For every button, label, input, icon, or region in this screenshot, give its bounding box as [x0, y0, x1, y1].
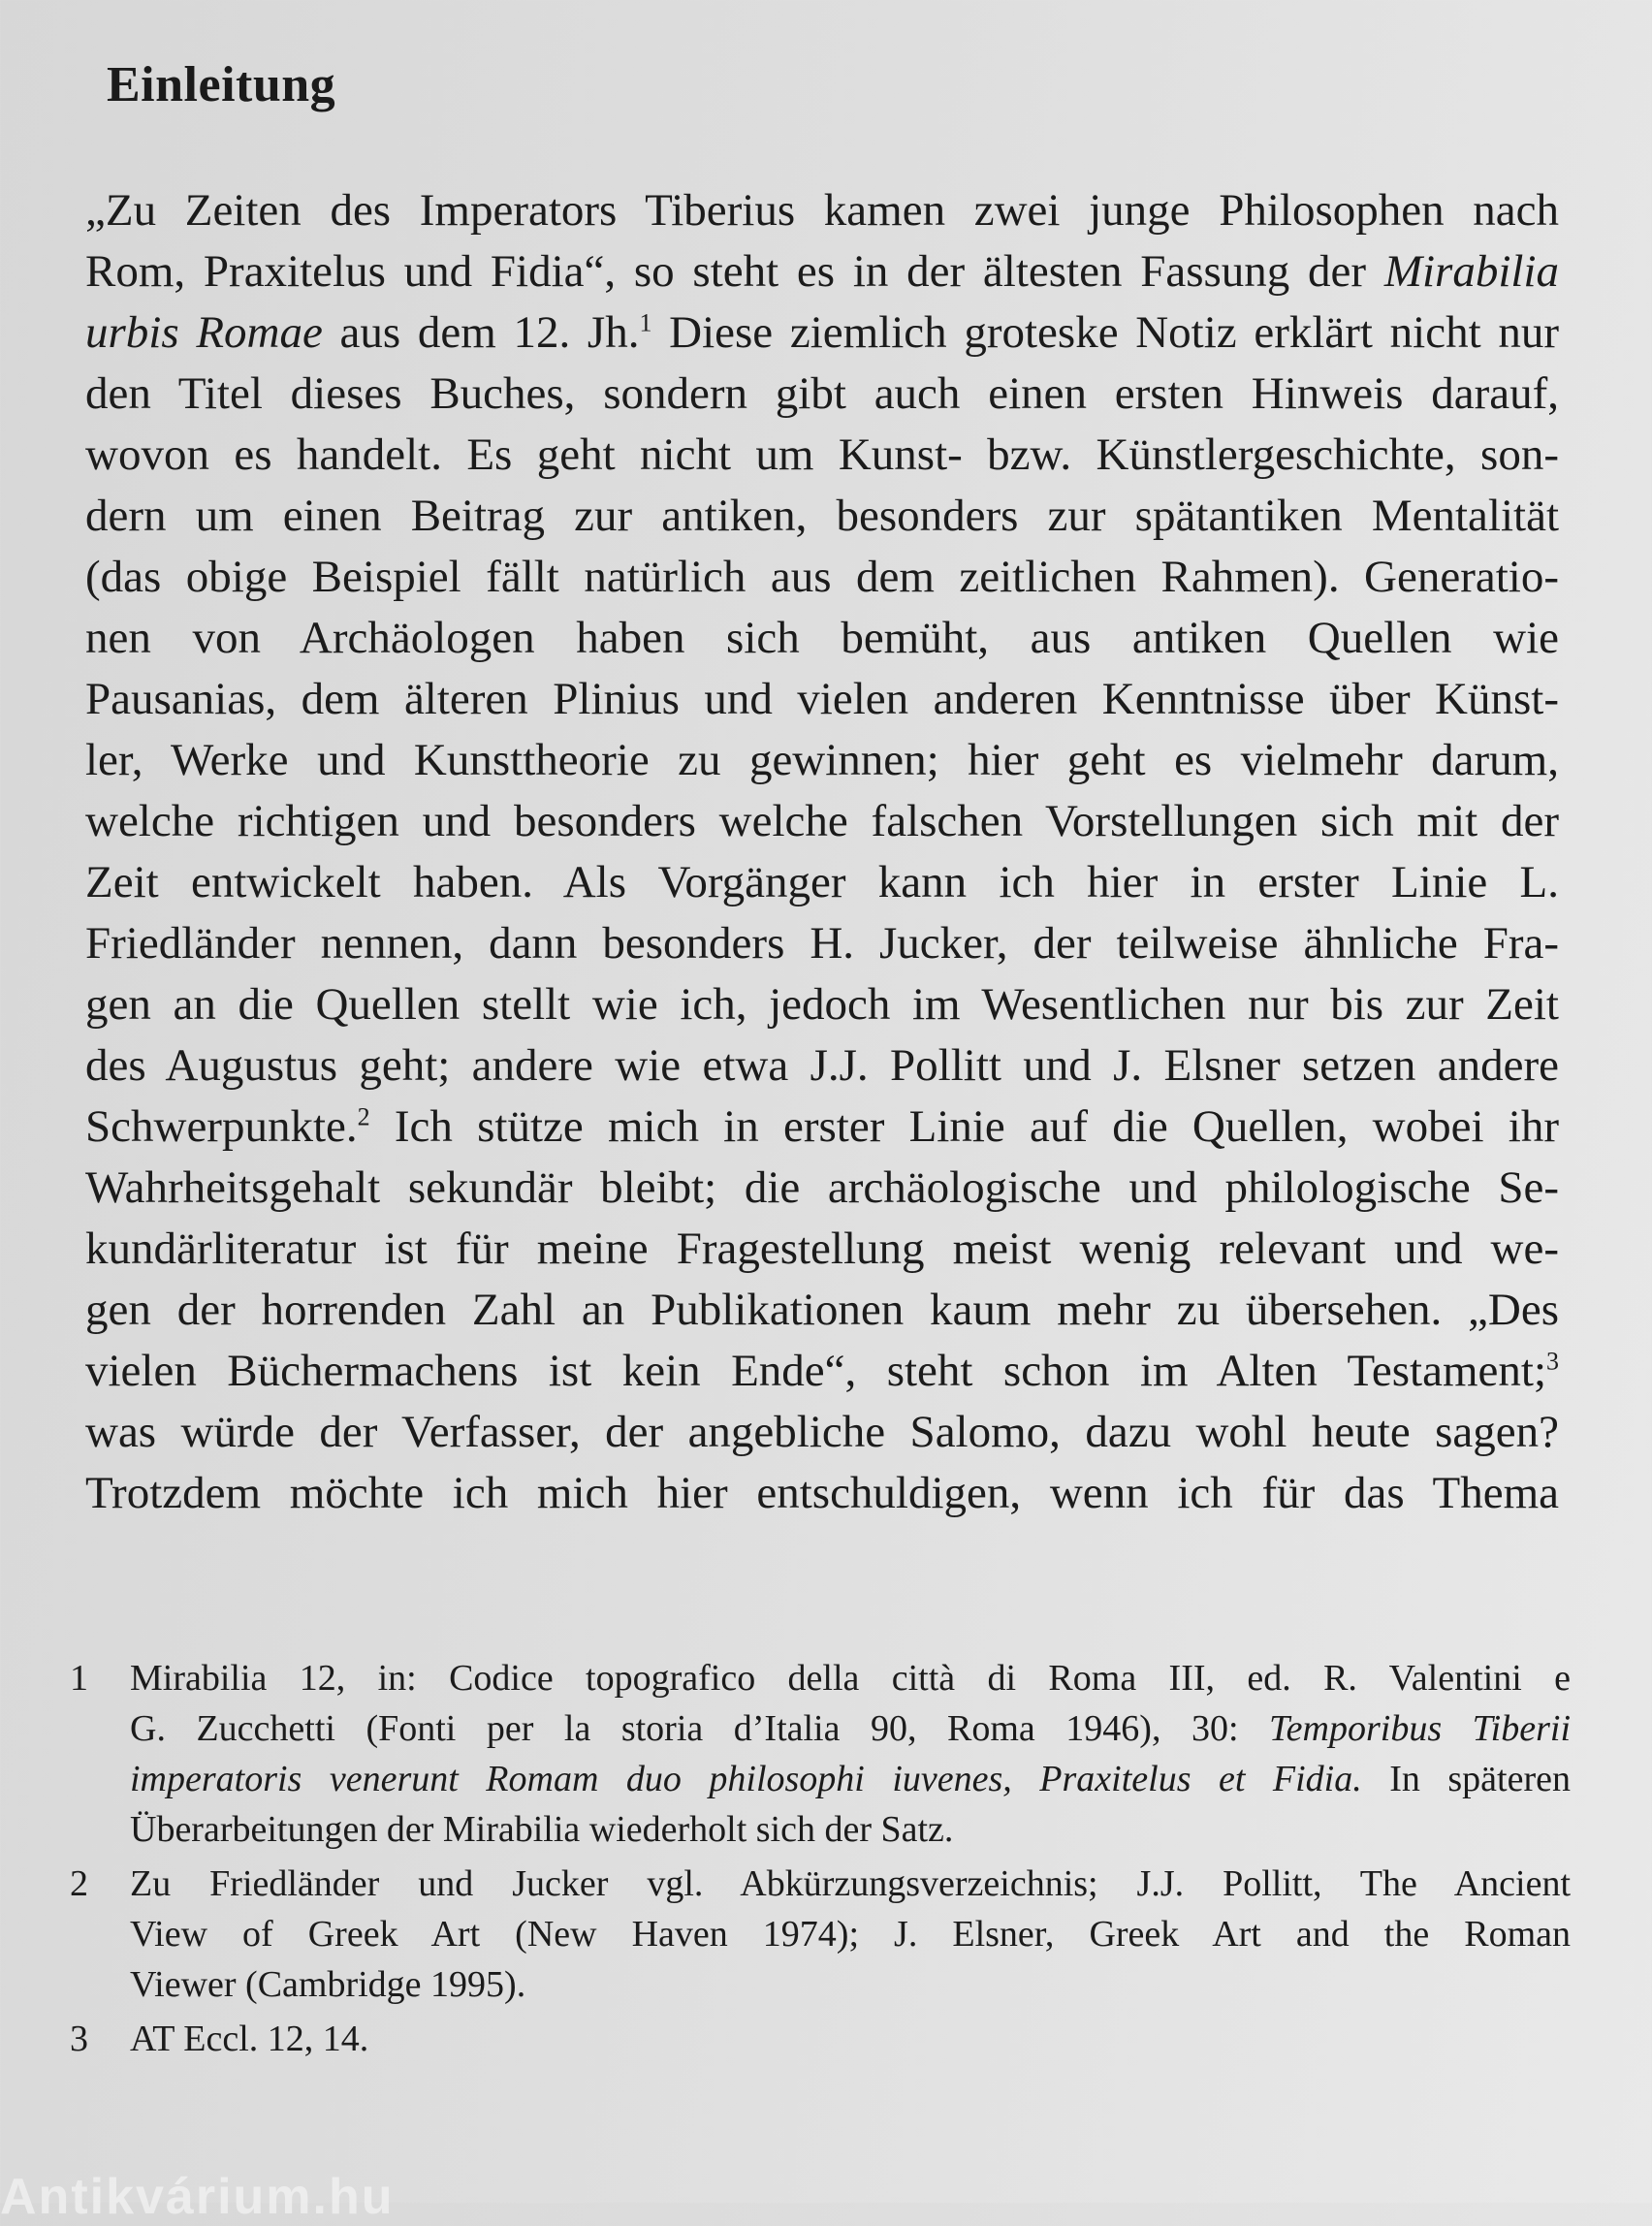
body-line: des Augustus geht; andere wie etwa J.J. Pollitt und J. Elsner setzen andere: [85, 1040, 1559, 1091]
body-line: Rom, Praxitelus und Fidia“, so steht es in der ältesten Fassung der Mirabilia: [85, 246, 1559, 297]
body-line: Friedländer nennen, dann besonders H. Jucker, der teilweise ähnliche Fra-: [85, 918, 1559, 969]
body-line: gen der horrenden Zahl an Publikationen kaum mehr zu übersehen. „Des: [85, 1285, 1559, 1335]
footnote-ref: 3: [1546, 1347, 1559, 1376]
italic-title: urbis Romae: [85, 307, 323, 358]
body-line: urbis Romae aus dem 12. Jh.$^1$ Diese ziemlich groteske Notiz erklärt nicht nur: [85, 307, 1559, 358]
body-line: wovon es handelt. Es geht nicht um Kunst- bzw. Künstlergeschichte, son-: [85, 429, 1559, 480]
footnote-line: Mirabilia 12, in: Codice topografico della città di Roma III, ed. R. Valentini e: [130, 1658, 1571, 1699]
body-line: den Titel dieses Buches, sondern gibt auch einen ersten Hinweis darauf,: [85, 368, 1559, 419]
body-line: kundärliteratur ist für meine Fragestellung meist wenig relevant und we-: [85, 1224, 1559, 1274]
watermark: Antikvárium.hu: [0, 2169, 395, 2225]
footnote-line: View of Greek Art (New Haven 1974); J. Elsner, Greek Art and the Roman: [130, 1914, 1571, 1955]
footnote-line: G. Zucchetti (Fonti per la storia d’Italia 90, Roma 1946), 30: Temporibus Tiberii: [130, 1708, 1571, 1749]
footnote-line: imperatoris venerunt Romam duo philosophi iuvenes, Praxitelus et Fidia. In späteren: [130, 1759, 1571, 1799]
footnote: [66, 2014, 1571, 2064]
latin-quote: Temporibus Tiberii: [1269, 1708, 1571, 1749]
body-line: dern um einen Beitrag zur antiken, besonders zur spätantiken Mentalität: [85, 491, 1559, 541]
footnote-number: 2: [70, 1863, 88, 1904]
chapter-heading: Einleitung: [107, 57, 336, 112]
footnote-line: AT Eccl. 12, 14.: [130, 2019, 369, 2059]
footnote-ref: 2: [357, 1102, 370, 1131]
footnote-line: Zu Friedländer und Jucker vgl. Abkürzungsverzeichnis; J.J. Pollitt, The Ancient: [130, 1863, 1571, 1904]
body-line: ler, Werke und Kunsttheorie zu gewinnen; hier geht es vielmehr darum,: [85, 735, 1559, 785]
footnotes: [66, 1653, 1571, 2068]
body-line: gen an die Quellen stellt wie ich, jedoch im Wesentlichen nur bis zur Zeit: [85, 979, 1559, 1030]
footnote: [66, 1653, 1571, 1855]
body-line: „Zu Zeiten des Imperators Tiberius kamen zwei junge Philosophen nach: [85, 185, 1559, 236]
footnote-line: Überarbeitungen der Mirabilia wiederholt sich der Satz.: [130, 1809, 954, 1850]
body-line: welche richtigen und besonders welche falschen Vorstellungen sich mit der: [85, 796, 1559, 846]
body-line: Schwerpunkte.$^2$ Ich stütze mich in erster Linie auf die Quellen, wobei ihr: [85, 1101, 1559, 1152]
body-line: Zeit entwickelt haben. Als Vorgänger kann ich hier in erster Linie L.: [85, 857, 1559, 907]
footnote-number: 3: [70, 2019, 88, 2059]
body-line: nen von Archäologen haben sich bemüht, aus antiken Quellen wie: [85, 613, 1559, 663]
body-line: Trotzdem möchte ich mich hier entschuldigen, wenn ich für das Thema: [85, 1468, 1559, 1518]
body-line: vielen Büchermachens ist kein Ende“, steht schon im Alten Testament;$^3$: [85, 1346, 1559, 1396]
footnote-ref: 1: [639, 308, 652, 337]
body-line: Wahrheitsgehalt sekundär bleibt; die archäologische und philologische Se-: [85, 1162, 1559, 1213]
latin-quote: imperatoris venerunt Romam duo philosophi iuvenes, Praxitelus et Fidia.: [130, 1759, 1362, 1799]
body-line: Pausanias, dem älteren Plinius und vielen anderen Kenntnisse über Künst-: [85, 674, 1559, 724]
footnote-line: Viewer (Cambridge 1995).: [130, 1964, 526, 2005]
italic-title: Mirabilia: [1383, 246, 1559, 297]
footnote-number: 1: [70, 1658, 88, 1699]
body-line: (das obige Beispiel fällt natürlich aus dem zeitlichen Rahmen). Generatio-: [85, 552, 1559, 602]
body-text: [85, 180, 1559, 1524]
footnote: [66, 1859, 1571, 2010]
body-line: was würde der Verfasser, der angebliche Salomo, dazu wohl heute sagen?: [85, 1407, 1559, 1457]
